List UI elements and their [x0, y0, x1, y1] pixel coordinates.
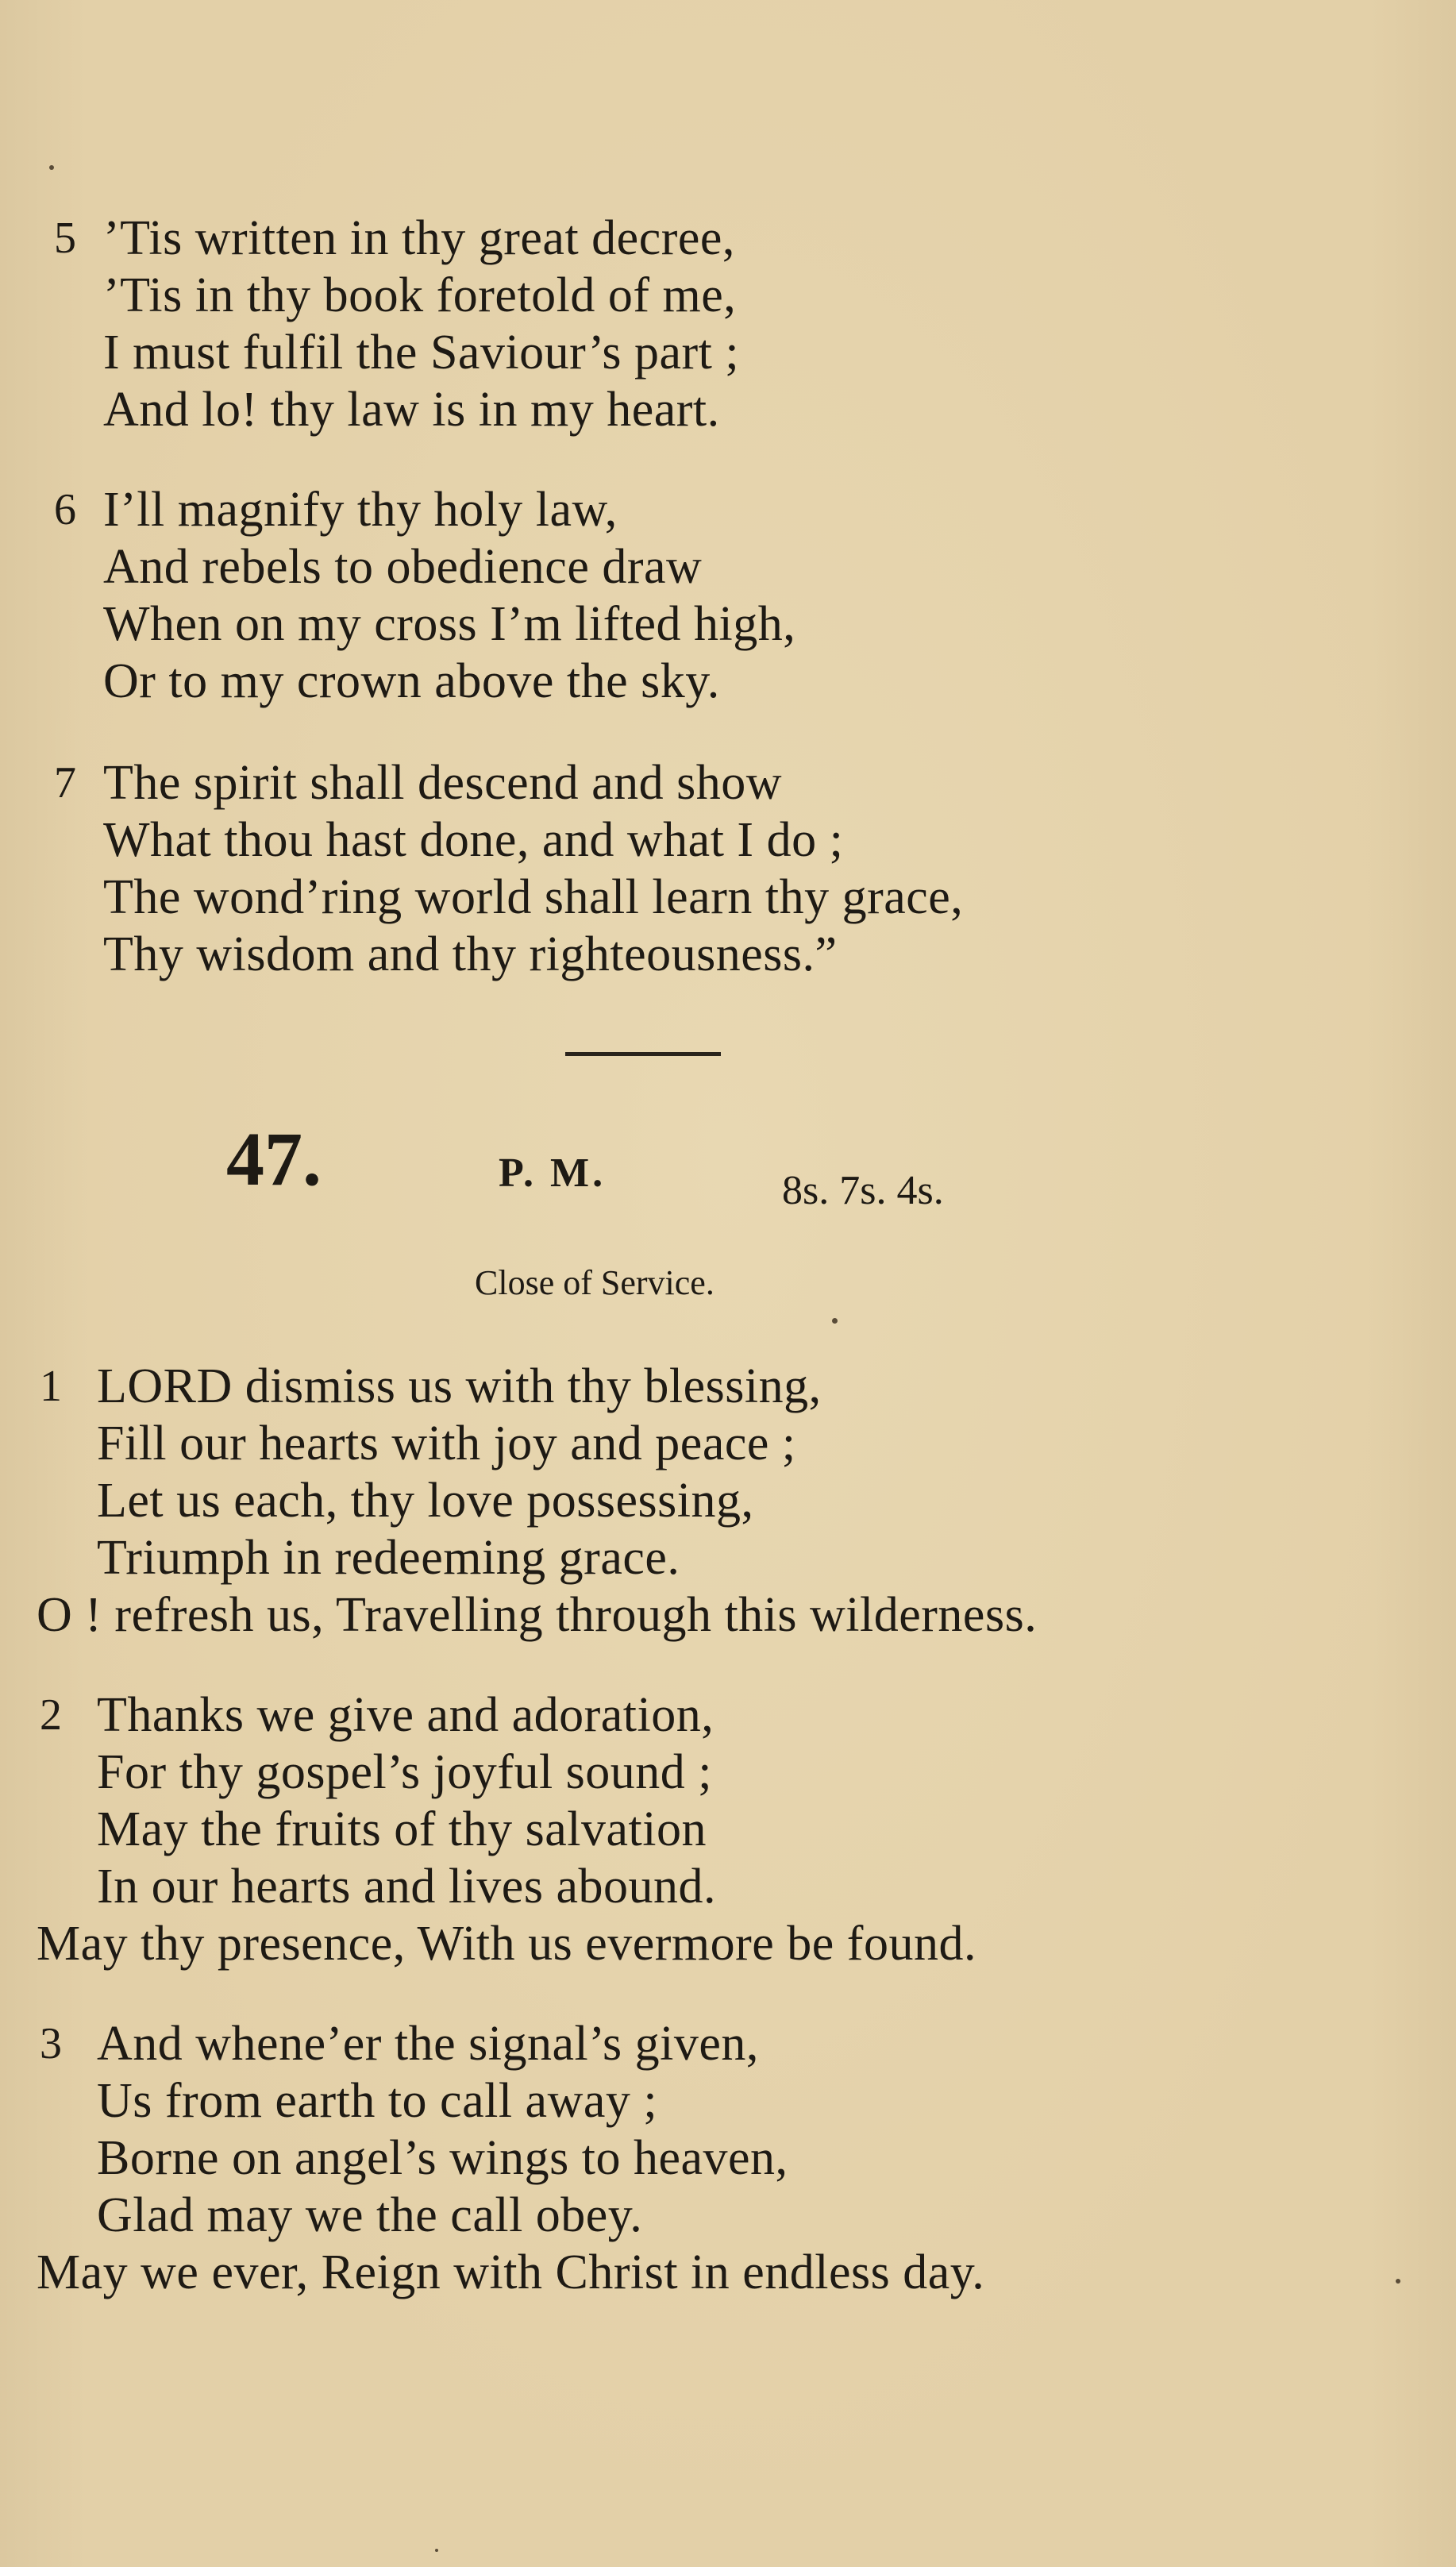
- stanza-line: What thou hast done, and what I do ;: [103, 813, 844, 867]
- stanza-line: May thy presence, With us evermore be found.: [37, 1917, 976, 1971]
- stanza-line: O ! refresh us, Travelling through this wilderness.: [37, 1588, 1038, 1642]
- hymn-syllables: 8s. 7s. 4s.: [782, 1168, 944, 1213]
- section-divider: [565, 1052, 721, 1056]
- stanza-line: Us from earth to call away ;: [97, 2074, 658, 2128]
- stanza-number: 5: [54, 214, 76, 263]
- stanza-line: And whene’er the signal’s given,: [97, 2017, 759, 2071]
- hymn-meter: P. M.: [499, 1151, 607, 1196]
- stanza-number: 1: [40, 1362, 62, 1411]
- stanza-line: Thanks we give and adoration,: [97, 1688, 715, 1742]
- stanza-number: 3: [40, 2019, 62, 2068]
- stanza-line: Let us each, thy love possessing,: [97, 1474, 754, 1528]
- stanza-line: In our hearts and lives abound.: [97, 1860, 716, 1914]
- stanza-line: Thy wisdom and thy righteousness.”: [103, 927, 838, 981]
- stanza-number: 6: [54, 485, 76, 534]
- stanza-line: The wond’ring world shall learn thy grace,: [103, 870, 964, 924]
- stanza-line: I must fulfil the Saviour’s part ;: [103, 326, 740, 380]
- paper-speck: [832, 1318, 838, 1324]
- stanza-line: ’Tis in thy book foretold of me,: [103, 268, 737, 322]
- stanza-line: May the fruits of thy salvation: [97, 1802, 707, 1856]
- stanza-line: For thy gospel’s joyful sound ;: [97, 1745, 713, 1799]
- stanza-line: The spirit shall descend and show: [103, 756, 783, 810]
- stanza-number: 2: [40, 1690, 62, 1740]
- stanza-line: Borne on angel’s wings to heaven,: [97, 2131, 788, 2185]
- paper-speck: [435, 2549, 438, 2552]
- stanza-line: And rebels to obedience draw: [103, 540, 703, 594]
- stanza-line: Triumph in redeeming grace.: [97, 1531, 680, 1585]
- stanza-line: ’Tis written in thy great decree,: [103, 211, 735, 265]
- paper-speck: [1396, 2279, 1400, 2284]
- stanza-line: When on my cross I’m lifted high,: [103, 597, 796, 651]
- stanza-line: And lo! thy law is in my heart.: [103, 383, 720, 437]
- stanza-number: 7: [54, 758, 76, 807]
- stanza-line: I’ll magnify thy holy law,: [103, 483, 618, 537]
- stanza-line: Glad may we the call obey.: [97, 2188, 643, 2242]
- stanza-line: Or to my crown above the sky.: [103, 654, 720, 708]
- stanza-line: LORD dismiss us with thy blessing,: [97, 1359, 822, 1413]
- stanza-line: May we ever, Reign with Christ in endless day.: [37, 2245, 985, 2299]
- stanza-line: Fill our hearts with joy and peace ;: [97, 1416, 796, 1470]
- hymn-title: Close of Service.: [475, 1263, 715, 1302]
- paper-speck: [49, 165, 54, 170]
- hymn-number: 47.: [226, 1116, 322, 1201]
